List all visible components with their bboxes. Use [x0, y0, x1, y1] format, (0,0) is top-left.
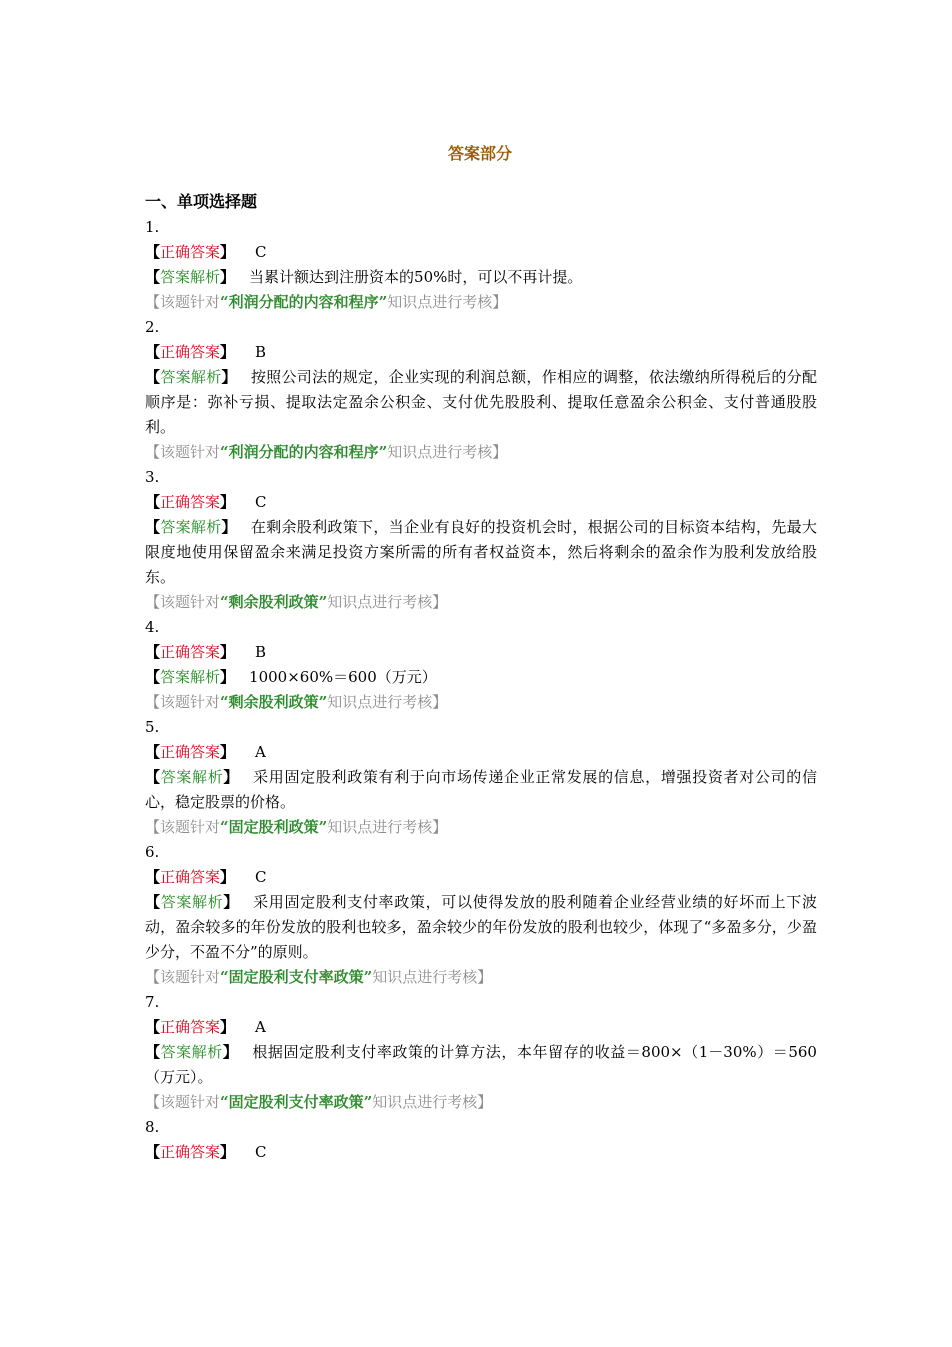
answer-analysis: 【答案解析】 采用固定股利支付率政策，可以使得发放的股利随着企业经营业绩的好坏而上下波动，盈余较多的年份发放的股利也较多，盈余较少的年份发放的股利也较少，体现了“多盈多分，少盈少分，不盈不分”的原则。: [145, 893, 817, 961]
analysis-text: 采用固定股利政策有利于向市场传递企业正常发展的信息，增强投资者对公司的信心，稳定股票的价格。: [145, 768, 817, 811]
question-number: 1.: [145, 218, 160, 236]
knowledge-point-note: [145, 690, 817, 715]
answer-analysis: 【答案解析】 采用固定股利政策有利于向市场传递企业正常发展的信息，增强投资者对公司的信心，稳定股票的价格。: [145, 768, 817, 811]
ref-prefix: 【该题针对: [145, 693, 221, 711]
knowledge-point-note: [145, 1090, 817, 1115]
question-item: [145, 215, 817, 315]
analysis-label: 答案解析: [160, 768, 224, 786]
question-item: [145, 465, 817, 615]
knowledge-point-topic: “固定股利支付率政策”: [220, 968, 373, 986]
answer-analysis: 【答案解析】 在剩余股利政策下，当企业有良好的投资机会时，根据公司的目标资本结构，先最大限度地使用保留盈余来满足投资方案所需的所有者权益资本，然后将剩余的盈余作为股利发放给股东。: [145, 518, 817, 586]
question-item: [145, 990, 817, 1115]
analysis-text: 在剩余股利政策下，当企业有良好的投资机会时，根据公司的目标资本结构，先最大限度地使用保留盈余来满足投资方案所需的所有者权益资本，然后将剩余的盈余作为股利发放给股东。: [145, 518, 817, 586]
analysis-text: 1000×60%＝600（万元）: [249, 668, 437, 686]
ref-suffix: 知识点进行考核】: [372, 968, 493, 986]
question-item: [145, 615, 817, 715]
correct-answer-line: 【正确答案】 A: [145, 743, 266, 761]
knowledge-point-topic: “利润分配的内容和程序”: [220, 293, 388, 311]
ref-prefix: 【该题针对: [145, 818, 221, 836]
page-title: 答案部分: [447, 144, 512, 163]
analysis-label: 答案解析: [160, 368, 222, 386]
correct-answer-label: 正确答案: [160, 1143, 221, 1161]
correct-answer-value: C: [255, 868, 267, 886]
correct-answer-value: B: [255, 643, 267, 661]
correct-answer-value: C: [255, 493, 267, 511]
section-heading: 一、单项选择题: [145, 192, 258, 211]
correct-answer-value: B: [255, 343, 267, 361]
ref-prefix: 【该题针对: [145, 968, 221, 986]
correct-answer-value: A: [255, 743, 266, 761]
question-item: [145, 315, 817, 465]
knowledge-point-note: [145, 815, 817, 840]
question-number: 3.: [145, 468, 160, 486]
correct-answer-value: C: [255, 243, 267, 261]
ref-suffix: 知识点进行考核】: [327, 818, 448, 836]
ref-suffix: 知识点进行考核】: [327, 593, 448, 611]
correct-answer-value: A: [255, 1018, 266, 1036]
question-number: 6.: [145, 843, 160, 861]
analysis-label: 答案解析: [160, 518, 222, 536]
ref-suffix: 知识点进行考核】: [372, 1093, 493, 1111]
answer-analysis: 【答案解析】 按照公司法的规定，企业实现的利润总额，作相应的调整，依法缴纳所得税后的分配顺序是：弥补亏损、提取法定盈余公积金、支付优先股股利、提取任意盈余公积金、支付普通股股利。: [145, 368, 817, 436]
ref-prefix: 【该题针对: [145, 1093, 221, 1111]
question-number: 8.: [145, 1118, 160, 1136]
question-item: [145, 715, 817, 840]
ref-prefix: 【该题针对: [145, 593, 221, 611]
correct-answer-line: 【正确答案】 A: [145, 1018, 266, 1036]
knowledge-point-topic: “剩余股利政策”: [220, 693, 328, 711]
analysis-label: 答案解析: [160, 893, 224, 911]
analysis-label: 答案解析: [160, 1043, 223, 1061]
ref-prefix: 【该题针对: [145, 293, 221, 311]
knowledge-point-note: [145, 290, 817, 315]
knowledge-point-note: [145, 440, 817, 465]
answer-page: [145, 140, 817, 1165]
correct-answer-line: 【正确答案】 B: [145, 643, 267, 661]
question-number: 4.: [145, 618, 160, 636]
ref-suffix: 知识点进行考核】: [327, 693, 448, 711]
correct-answer-label: 正确答案: [160, 493, 221, 511]
knowledge-point-topic: “剩余股利政策”: [220, 593, 328, 611]
analysis-label: 答案解析: [160, 268, 221, 286]
correct-answer-line: 【正确答案】 C: [145, 1143, 267, 1161]
answer-analysis: 【答案解析】 1000×60%＝600（万元）: [145, 668, 437, 686]
knowledge-point-topic: “固定股利政策”: [220, 818, 328, 836]
correct-answer-line: 【正确答案】 C: [145, 868, 267, 886]
correct-answer-line: 【正确答案】 B: [145, 343, 267, 361]
ref-prefix: 【该题针对: [145, 443, 221, 461]
question-item: [145, 1115, 817, 1165]
correct-answer-label: 正确答案: [160, 868, 221, 886]
correct-answer-label: 正确答案: [160, 643, 221, 661]
ref-suffix: 知识点进行考核】: [387, 443, 508, 461]
answer-analysis: 【答案解析】 当累计额达到注册资本的50%时，可以不再计提。: [145, 268, 583, 286]
question-number: 2.: [145, 318, 160, 336]
question-number: 7.: [145, 993, 160, 1011]
analysis-text: 当累计额达到注册资本的50%时，可以不再计提。: [249, 268, 583, 286]
analysis-text: 采用固定股利支付率政策，可以使得发放的股利随着企业经营业绩的好坏而上下波动，盈余较多的年份发放的股利也较多，盈余较少的年份发放的股利也较少，体现了“多盈多分，少盈少分，不盈不分”的原则。: [145, 893, 817, 961]
correct-answer-label: 正确答案: [160, 743, 221, 761]
knowledge-point-note: [145, 965, 817, 990]
correct-answer-label: 正确答案: [160, 1018, 221, 1036]
knowledge-point-topic: “利润分配的内容和程序”: [220, 443, 388, 461]
question-item: [145, 840, 817, 990]
knowledge-point-note: [145, 590, 817, 615]
analysis-text: 按照公司法的规定，企业实现的利润总额，作相应的调整，依法缴纳所得税后的分配顺序是：弥补亏损、提取法定盈余公积金、支付优先股股利、提取任意盈余公积金、支付普通股股利。: [145, 368, 817, 436]
ref-suffix: 知识点进行考核】: [387, 293, 508, 311]
analysis-text: 根据固定股利支付率政策的计算方法，本年留存的收益＝800×（1－30%）＝560（万元）。: [145, 1043, 817, 1086]
answer-analysis: 【答案解析】 根据固定股利支付率政策的计算方法，本年留存的收益＝800×（1－30%）＝560（万元）。: [145, 1043, 817, 1086]
correct-answer-label: 正确答案: [160, 343, 221, 361]
knowledge-point-topic: “固定股利支付率政策”: [220, 1093, 373, 1111]
correct-answer-label: 正确答案: [160, 243, 221, 261]
correct-answer-value: C: [255, 1143, 267, 1161]
question-number: 5.: [145, 718, 160, 736]
correct-answer-line: 【正确答案】 C: [145, 243, 267, 261]
question-list: [145, 215, 817, 1115]
correct-answer-line: 【正确答案】 C: [145, 493, 267, 511]
analysis-label: 答案解析: [160, 668, 221, 686]
